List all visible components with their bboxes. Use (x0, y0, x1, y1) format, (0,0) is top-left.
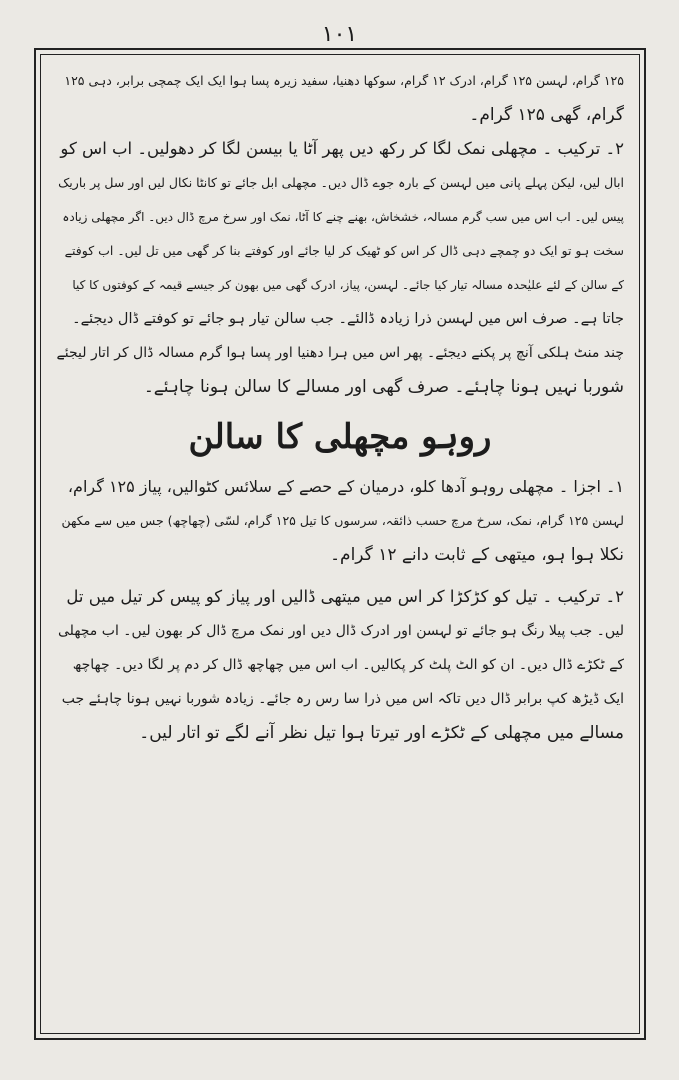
text-line: پیس لیں۔ اب اس میں سب گرم مسالہ، خشخاش، بھنے چنے کا آٹا، نمک اور سرخ مرچ ڈال دیں۔ اگر مچھلی زیادہ (62, 210, 624, 224)
text-line: لہسن ۱۲۵ گرام، نمک، سرخ مرچ حسب ذائقہ، سرسوں کا تیل ۱۲۵ گرام، لسّی (چھاچھ) جس میں سے مکھن (61, 513, 624, 528)
text-line: ۲۔ ترکیب ۔ تیل کو کڑکڑا کر اس میں میتھی ڈالیں اور پیاز کو پیس کر تیل میں تل (66, 587, 624, 606)
recipe-title: روہو مچھلی کا سالن (188, 417, 492, 457)
text-line: ابال لیں، لیکن پہلے پانی میں لہسن کے بارہ جوے ڈال دیں۔ مچھلی ابل جائے تو کانٹا نکال لیں اور سل پر باریک (58, 175, 624, 190)
text-line: کے سالن کے لئے علیٰحدہ مسالہ تیار کیا جائے۔ لہسن، پیاز، ادرک گھی میں بھون کر جیسے قیمہ کے کوفتوں کا کیا (72, 278, 624, 292)
text-line: جاتا ہے۔ صرف اس میں لہسن ذرا زیادہ ڈالئے۔ جب سالن تیار ہو جائے تو کوفتے ڈال دیجئے۔ (72, 311, 624, 327)
text-line: مسالے میں مچھلی کے ٹکڑے اور تیرتا ہوا تیل نظر آنے لگے تو اتار لیں۔ (139, 723, 624, 743)
text-line: چند منٹ ہلکی آنچ پر پکنے دیجئے۔ پھر اس میں ہرا دھنیا اور پسا ہوا گرم مسالہ ڈال کر اتار لیجئے (56, 345, 624, 361)
text-line: ۱۲۵ گرام، لہسن ۱۲۵ گرام، ادرک ۱۲ گرام، سوکھا دھنیا، سفید زیرہ پسا ہوا ایک ایک چمچی برابر، دہی ۱۲۵ (64, 73, 624, 88)
text-line: لیں۔ جب پیلا رنگ ہو جائے تو لہسن اور ادرک ڈال دیں اور نمک مرچ ڈال کر بھون لیں۔ اب مچھلی (58, 623, 624, 639)
text-line: ۱۔ اجزا ۔ مچھلی روہو آدھا کلو، درمیان کے حصے کے سلائس کٹوالیں، پیاز ۱۲۵ گرام، (67, 477, 624, 496)
rohu-fish-recipe-section (56, 470, 624, 750)
text-line: ۲۔ ترکیب ۔ مچھلی نمک لگا کر رکھ دیں پھر آٹا یا بیسن لگا کر دھولیں۔ اب اس کو (60, 139, 624, 158)
text-line: گرام، گھی ۱۲۵ گرام۔ (469, 105, 624, 125)
text-line: سخت ہو تو ایک دو چمچے دہی ڈال کر اس کو ٹھیک کر لیا جائے اور کوفتے بنا کر گھی میں تل لیں۔ اب کوفتے (64, 243, 624, 258)
previous-recipe-section (56, 64, 624, 404)
recipe-text (56, 64, 624, 750)
text-line: ایک ڈیڑھ کپ برابر ڈال دیں تاکہ اس میں ذرا سا رس رہ جائے۔ زیادہ شوربا نہیں ہونا چاہئے جب (61, 691, 624, 707)
page-number: ۱۰۱ (321, 22, 358, 47)
text-line: شوربا نہیں ہونا چاہئے۔ صرف گھی اور مسالے کا سالن ہونا چاہئے۔ (143, 377, 624, 397)
text-line: نکلا ہوا ہو، میتھی کے ثابت دانے ۱۲ گرام۔ (330, 545, 624, 565)
text-line: کے ٹکڑے ڈال دیں۔ ان کو الٹ پلٹ کر پکالیں۔ اب اس میں چھاچھ ڈال کر دم پر لگا دیں۔ چھاچھ (72, 657, 624, 673)
